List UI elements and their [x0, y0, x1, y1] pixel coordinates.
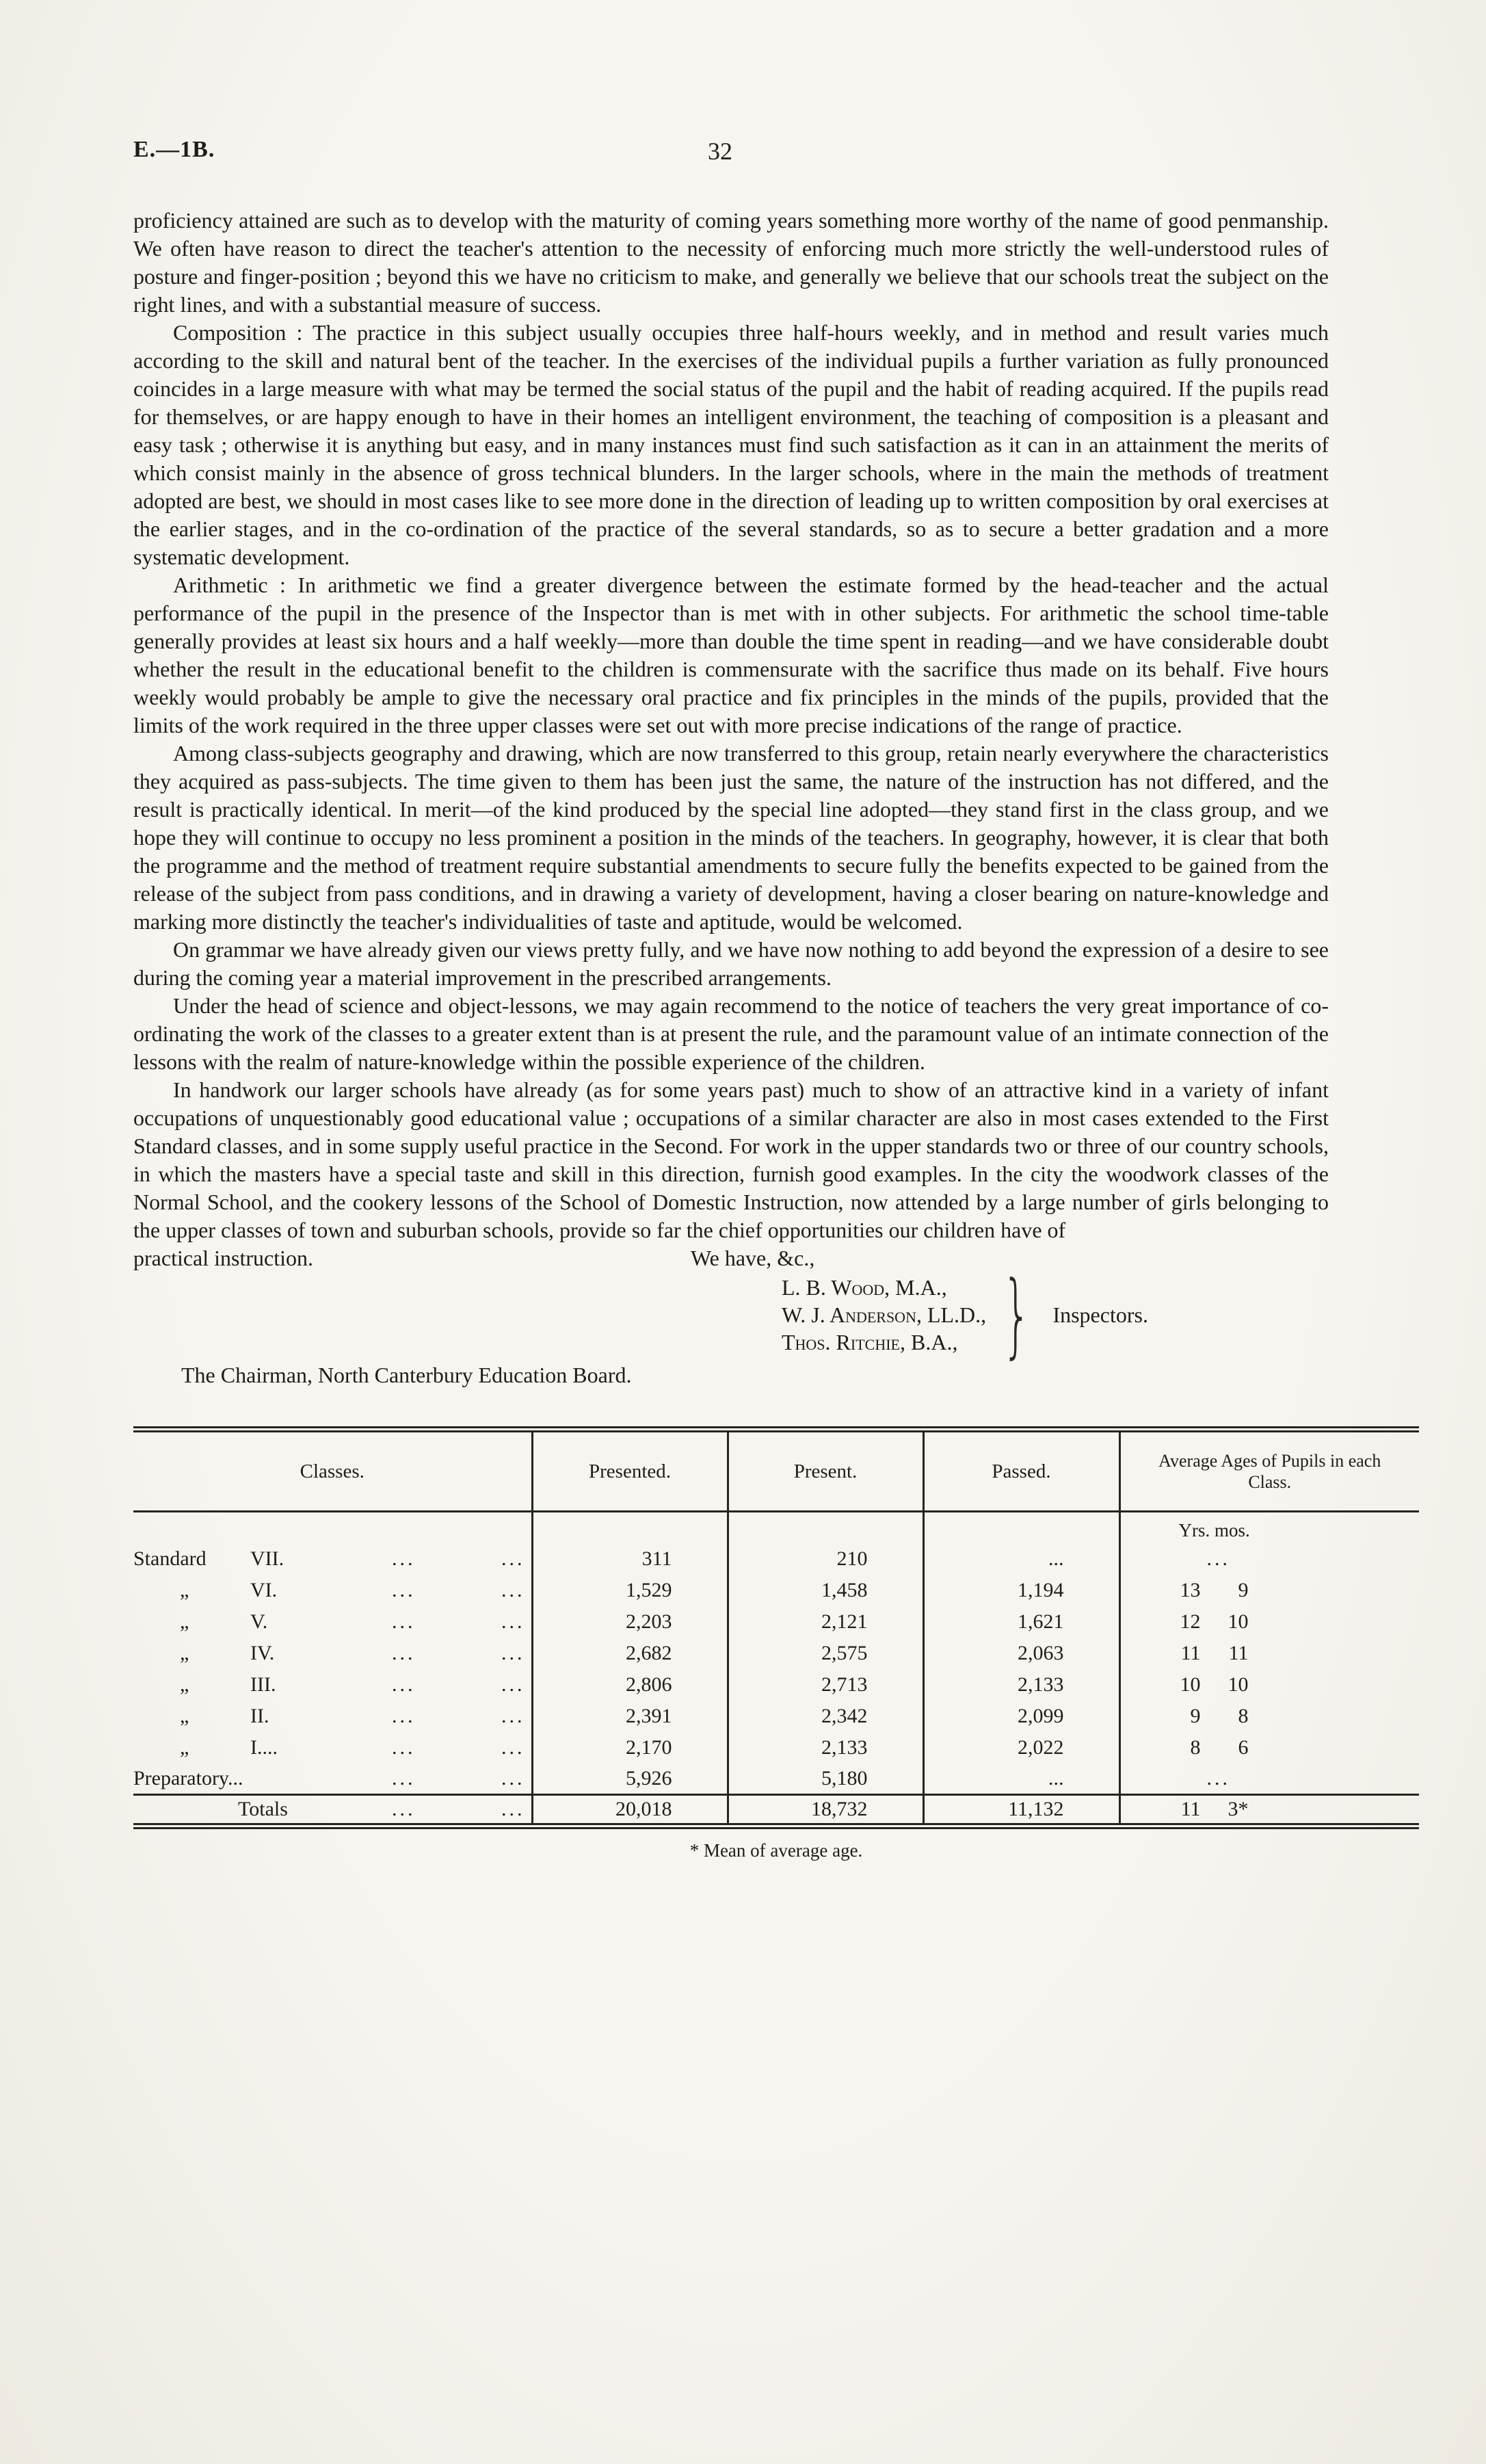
table-row-preparatory: [133, 1764, 1419, 1795]
class-cell: [133, 1701, 532, 1732]
presented-value: 2,806: [532, 1669, 728, 1701]
average-age-value: 8 6: [1119, 1732, 1419, 1764]
totals-passed: 11,132: [923, 1795, 1119, 1826]
class-cell: [133, 1575, 532, 1606]
header-classes: Classes.: [133, 1430, 532, 1512]
paragraph-arithmetic: Arithmetic : In arithmetic we find a greater divergence between the estimate formed by the head-teacher and the actual performance of the pupil in the presence of the Inspector than is met with in other subjects. For arithmetic the school time-table generally provides at least six hours and a half weekly—more than double the time spent in reading—and we have considerable doubt whether the result in the educational benefit to the children is commensurate with the sacrifice thus made on its behalf. Five hours weekly would probably be ample to give the necessary oral practice and fix principles in the minds of the pupils, provided that the limits of the work required in the three upper classes were set out with more precise indications of the range of practice.: [133, 573, 1329, 737]
totals-present: 18,732: [728, 1795, 923, 1826]
table-row-totals: [133, 1795, 1419, 1826]
class-numeral: VI.: [250, 1578, 278, 1601]
dot-leader: ...: [392, 1610, 416, 1633]
class-prefix: Preparatory...: [133, 1766, 243, 1790]
dot-leader: ...: [392, 1798, 416, 1820]
table-footnote: * Mean of average age.: [689, 1840, 863, 1861]
table-row-standard-6: [133, 1575, 1419, 1606]
average-age-value: 10 10: [1119, 1669, 1419, 1701]
ditto-mark: „: [180, 1578, 189, 1601]
table-header-row: [133, 1430, 1419, 1512]
class-cell: [133, 1638, 532, 1669]
class-numeral: IV.: [250, 1641, 275, 1664]
page-header: [133, 137, 1329, 171]
present-value: 1,458: [728, 1575, 923, 1606]
presented-value: 2,391: [532, 1701, 728, 1732]
dot-leader: ...: [392, 1673, 416, 1696]
average-age-value: 13 9: [1119, 1575, 1419, 1606]
class-prefix: Standard: [133, 1547, 207, 1570]
header-present: Present.: [728, 1430, 923, 1512]
passed-value: ...: [923, 1764, 1119, 1795]
units-label: Yrs. mos.: [1119, 1512, 1419, 1543]
average-age-value: ...: [1119, 1764, 1419, 1795]
empty-cell: [532, 1512, 728, 1543]
passed-value: 2,022: [923, 1732, 1119, 1764]
totals-average-age: 11 3*: [1119, 1795, 1419, 1826]
dot-leader: ...: [392, 1578, 416, 1601]
ditto-mark: „: [180, 1704, 189, 1727]
class-cell: [133, 1669, 532, 1701]
paragraph-science-object-lessons: Under the head of science and object-lessons, we may again recommend to the notice of teachers the very great importance of co-ordinating the work of the classes to a greater extent than is at present the rule, and the paramount value of an intimate connection of the lessons with the realm of nature-knowledge within the possible experience of the children.: [133, 993, 1329, 1074]
paragraph-grammar: On grammar we have already given our views pretty fully, and we have now nothing to add beyond the expression of a desire to see during the coming year a material improvement in the prescribed arrangements.: [133, 937, 1329, 990]
paragraph-composition: Composition : The practice in this subject usually occupies three half-hours weekly, and in method and result varies much according to the skill and natural bent of the teacher. In the exercises of the individual pupils a further variation as fully pronounced coincides in a large measure with what may be termed the social status of the pupil and the habit of reading acquired. If the pupils read for themselves, or are happy enough to have in their homes an intelligent environment, the teaching of composition is a pleasant and easy task ; otherwise it is anything but easy, and in many instances must find such satisfaction as it can in an attainment the merits of which consist mainly in the absence of gross technical blunders. In the larger schools, where in the main the methods of treatment adopted are best, we should in most cases like to see more done in the direction of leading up to written composition by oral exercises at the earlier stages, and in the co-ordination of the practice of the several standards, so as to secure a better gradation and a more systematic development.: [133, 320, 1329, 569]
dot-leader: ...: [392, 1735, 416, 1759]
brace-glyph: }: [1002, 1261, 1032, 1368]
presented-value: 2,682: [532, 1638, 728, 1669]
dot-leader: ...: [501, 1704, 525, 1727]
table-row-standard-4: [133, 1638, 1419, 1669]
signature-names: [782, 1274, 986, 1356]
results-table: [133, 1426, 1419, 1829]
signature-anderson: W. J. Anderson, LL.D.,: [782, 1302, 987, 1327]
dot-leader: ...: [392, 1766, 416, 1790]
class-numeral: VII.: [250, 1547, 284, 1570]
paragraph-handwork: In handwork our larger schools have already (as for some years past) much to show of an attractive kind in a variety of infant occupations of unquestionably good educational value ; occupations of a similar character are also in most cases extended to the First Standard classes, and in some supply useful practice in the Second. For work in the upper standards two or three of our country schools, in which the masters have a special taste and skill in this direction, furnish good examples. In the city the woodwork classes of the Normal School, and the cookery lessons of the School of Domestic Instruction, now attended by a large number of girls belonging to the upper classes of town and suburban schools, provide so far the chief opportunities our children have of: [133, 1077, 1329, 1242]
inspectors-label: Inspectors.: [1052, 1302, 1148, 1327]
class-numeral: V.: [250, 1610, 268, 1633]
presented-value: 5,926: [532, 1764, 728, 1795]
dot-leader: ...: [392, 1547, 416, 1570]
passed-value: 2,133: [923, 1669, 1119, 1701]
report-body: [133, 207, 1329, 1389]
empty-cell: [923, 1512, 1119, 1543]
class-cell: [133, 1606, 532, 1638]
totals-cell: [133, 1795, 532, 1826]
dot-leader: ...: [392, 1704, 416, 1727]
dot-leader: ...: [501, 1641, 525, 1664]
addressee: The Chairman, North Canterbury Education Board.: [181, 1363, 632, 1387]
average-age-value: 9 8: [1119, 1701, 1419, 1732]
class-numeral: II.: [250, 1704, 269, 1727]
passed-value: 2,099: [923, 1701, 1119, 1732]
header-presented: Presented.: [532, 1430, 728, 1512]
units-row: [133, 1512, 1419, 1543]
passed-value: 1,194: [923, 1575, 1119, 1606]
presented-value: 2,203: [532, 1606, 728, 1638]
table-row-standard-5: [133, 1606, 1419, 1638]
document-reference: E.—1B.: [133, 137, 215, 162]
average-age-value: 12 10: [1119, 1606, 1419, 1638]
average-age-value: ...: [1119, 1543, 1419, 1575]
totals-presented: 20,018: [532, 1795, 728, 1826]
dot-leader: ...: [501, 1766, 525, 1790]
dot-leader: ...: [392, 1641, 416, 1664]
class-cell: [133, 1732, 532, 1764]
present-value: 2,713: [728, 1669, 923, 1701]
dot-leader: ...: [501, 1578, 525, 1601]
signature-block: [782, 1261, 1329, 1368]
present-value: 2,342: [728, 1701, 923, 1732]
table-row-standard-2: [133, 1701, 1419, 1732]
page-number: 32: [708, 137, 732, 165]
present-value: 2,121: [728, 1606, 923, 1638]
empty-cell: [133, 1512, 532, 1543]
header-average-ages: Average Ages of Pupils in each Class.: [1119, 1430, 1419, 1512]
present-value: 2,133: [728, 1732, 923, 1764]
valediction: We have, &c.,: [691, 1246, 815, 1270]
dot-leader: ...: [501, 1673, 525, 1696]
signature-ritchie: Thos. Ritchie, B.A.,: [782, 1330, 958, 1354]
present-value: 5,180: [728, 1764, 923, 1795]
totals-label: Totals: [238, 1798, 288, 1820]
closing-line: [133, 1244, 1329, 1272]
ditto-mark: „: [180, 1673, 189, 1696]
passed-value: 2,063: [923, 1638, 1119, 1669]
present-value: 2,575: [728, 1638, 923, 1669]
dot-leader: ...: [501, 1798, 525, 1820]
passed-value: ...: [923, 1543, 1119, 1575]
average-age-value: 11 11: [1119, 1638, 1419, 1669]
dot-leader: ...: [501, 1610, 525, 1633]
paragraph-class-subjects: Among class-subjects geography and drawing, which are now transferred to this group, retain nearly everywhere the characteristics they acquired as pass-subjects. The time given to them has been just the same, the nature of the instruction has not differed, and the result is practically identical. In merit—of the kind produced by the special line adopted—they stand first in the class group, and we hope they will continue to occupy no less prominent a position in the minds of the teachers. In geography, however, it is clear that both the programme and the method of treatment require substantial amendments to secure fully the benefits expected to be gained from the release of the subject from pass conditions, and in drawing a variety of development, having a closer bearing on nature-knowledge and marking more distinctly the teacher's individualities of taste and aptitude, would be welcomed.: [133, 741, 1329, 934]
presented-value: 1,529: [532, 1575, 728, 1606]
paragraph-penmanship: proficiency attained are such as to develop with the maturity of coming years something more worthy of the name of good penmanship. We often have reason to direct the teacher's attention to the necessity of enforcing much more strictly the well-understood rules of posture and finger-position ; beyond this we have no criticism to make, and generally we believe that our schools treat the subject on the right lines, and with a substantial measure of success.: [133, 208, 1329, 317]
dot-leader: ...: [501, 1547, 525, 1570]
closing-last-words: practical instruction.: [133, 1246, 314, 1270]
table-row-standard-7: [133, 1543, 1419, 1575]
ditto-mark: „: [180, 1610, 189, 1633]
presented-value: 2,170: [532, 1732, 728, 1764]
class-numeral: III.: [250, 1673, 276, 1696]
table-row-standard-1: [133, 1732, 1419, 1764]
dot-leader: ...: [501, 1735, 525, 1759]
header-passed: Passed.: [923, 1430, 1119, 1512]
table-row-standard-3: [133, 1669, 1419, 1701]
empty-cell: [728, 1512, 923, 1543]
ditto-mark: „: [180, 1735, 189, 1759]
present-value: 210: [728, 1543, 923, 1575]
ditto-mark: „: [180, 1641, 189, 1664]
class-cell: [133, 1543, 532, 1575]
passed-value: 1,621: [923, 1606, 1119, 1638]
class-cell: [133, 1764, 532, 1795]
class-numeral: I....: [250, 1735, 278, 1759]
signature-wood: L. B. Wood, M.A.,: [782, 1275, 947, 1300]
presented-value: 311: [532, 1543, 728, 1575]
